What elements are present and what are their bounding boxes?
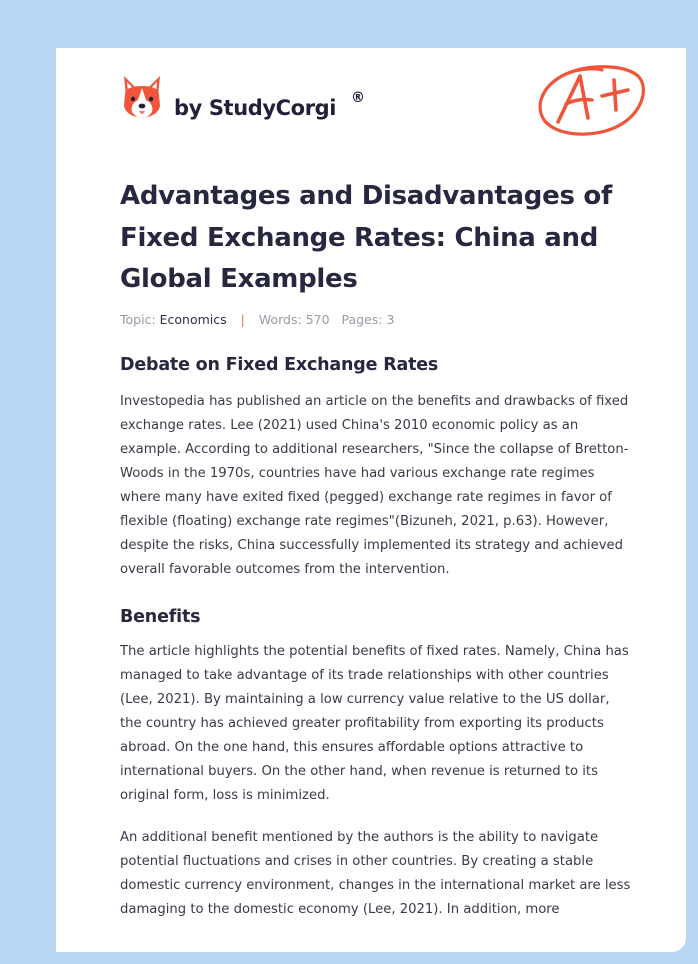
meta-separator: | [240,312,245,327]
document-page [56,48,686,952]
document-title: Advantages and Disadvantages of Fixed Exchange Rates: China and Global Examples [120,181,612,294]
pages-label: Pages: [341,312,383,327]
brand-name[interactable]: by StudyCorgi [174,96,337,120]
registered-mark: ® [351,90,365,106]
paragraph: An additional benefit mentioned by the authors is the ability to navigate potential fluctuations and crises in other countries. By creating a stable domestic currency environment, changes in the international market are less damaging to the domestic economy (Lee, 2021). In addition, more [120,830,631,917]
document-body [120,350,632,922]
corgi-head-icon[interactable] [120,74,164,120]
words-label: Words: [258,312,302,327]
a-plus-grade-icon [536,60,648,140]
document-meta [120,312,394,327]
section-heading-benefits: Benefits [120,607,201,627]
topic-value[interactable]: Economics [159,312,227,327]
paragraph: The article highlights the potential benefits of fixed rates. Namely, China has managed to take advantage of its trade relationships with other countries (Lee, 2021). By maintaining a low currency value relative to the US dollar, the country has achieved greater profitability from exporting its products abroad. On the one hand, this ensures affordable options attractive to international buyers. On the other hand, when revenue is returned to its original form, loss is minimized. [120,644,629,803]
site-header [120,74,365,134]
section-heading-debate: Debate on Fixed Exchange Rates [120,355,439,375]
pages-value: 3 [386,312,395,327]
words-value: 570 [305,312,330,327]
paragraph: Investopedia has published an article on the benefits and drawbacks of fixed exchange rates. Lee (2021) used China's 2010 economic policy as an example. According to additional researchers, "Since the collapse of Bretton-Woods in the 1970s, countries have had various exchange rate regimes where many have exited fixed (pegged) exchange rate regimes in favor of flexible (floating) exchange rate regimes"(Bizuneh, 2021, p.63). However, despite the risks, China successfully implemented its strategy and achieved overall favorable outcomes from the intervention. [120,394,629,577]
topic-label: Topic: [120,312,156,327]
